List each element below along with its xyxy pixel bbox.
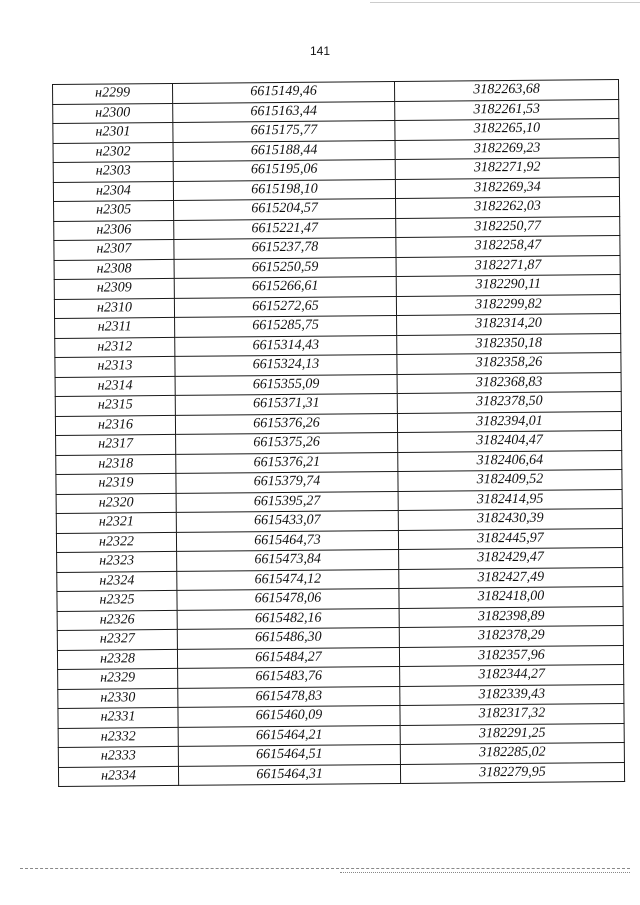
point-id-cell: н2322 xyxy=(56,532,176,553)
x-coordinate-cell: 6615266,61 xyxy=(174,277,396,298)
x-coordinate-cell: 6615324,13 xyxy=(175,355,397,376)
y-coordinate-cell: 3182271,87 xyxy=(396,255,620,276)
y-coordinate-cell: 3182344,27 xyxy=(400,665,624,686)
x-coordinate-cell: 6615474,12 xyxy=(177,569,399,590)
x-coordinate-cell: 6615486,30 xyxy=(177,627,399,648)
point-id-cell: н2309 xyxy=(54,278,174,299)
point-id-cell: н2302 xyxy=(53,142,173,163)
point-id-cell: н2301 xyxy=(53,122,173,143)
point-id-cell: н2306 xyxy=(54,220,174,241)
y-coordinate-cell: 3182258,47 xyxy=(396,236,620,257)
x-coordinate-cell: 6615375,26 xyxy=(176,432,398,453)
point-id-cell: н2317 xyxy=(56,434,176,455)
x-coordinate-cell: 6615163,44 xyxy=(173,101,395,122)
y-coordinate-cell: 3182299,82 xyxy=(396,294,620,315)
y-coordinate-cell: 3182339,43 xyxy=(400,684,624,705)
point-id-cell: н2319 xyxy=(56,473,176,494)
x-coordinate-cell: 6615433,07 xyxy=(176,510,398,531)
x-coordinate-cell: 6615478,83 xyxy=(178,686,400,707)
y-coordinate-cell: 3182250,77 xyxy=(396,216,620,237)
point-id-cell: н2304 xyxy=(53,181,173,202)
x-coordinate-cell: 6615272,65 xyxy=(174,296,396,317)
x-coordinate-cell: 6615198,10 xyxy=(173,179,395,200)
y-coordinate-cell: 3182314,20 xyxy=(397,314,621,335)
y-coordinate-cell: 3182427,49 xyxy=(399,567,623,588)
x-coordinate-cell: 6615376,21 xyxy=(176,452,398,473)
point-id-cell: н2318 xyxy=(56,454,176,475)
y-coordinate-cell: 3182394,01 xyxy=(397,411,621,432)
x-coordinate-cell: 6615464,51 xyxy=(178,744,400,765)
point-id-cell: н2320 xyxy=(56,493,176,514)
y-coordinate-cell: 3182262,03 xyxy=(396,197,620,218)
x-coordinate-cell: 6615221,47 xyxy=(174,218,396,239)
y-coordinate-cell: 3182409,52 xyxy=(398,470,622,491)
footer-scan-line-dotted xyxy=(340,872,630,873)
x-coordinate-cell: 6615473,84 xyxy=(177,549,399,570)
point-id-cell: н2331 xyxy=(58,707,178,728)
point-id-cell: н2312 xyxy=(55,337,175,358)
y-coordinate-cell: 3182406,64 xyxy=(398,450,622,471)
x-coordinate-cell: 6615464,73 xyxy=(176,530,398,551)
x-coordinate-cell: 6615314,43 xyxy=(175,335,397,356)
point-id-cell: н2321 xyxy=(56,512,176,533)
x-coordinate-cell: 6615483,76 xyxy=(178,666,400,687)
point-id-cell: н2316 xyxy=(55,415,175,436)
x-coordinate-cell: 6615484,27 xyxy=(177,647,399,668)
y-coordinate-cell: 3182269,34 xyxy=(395,177,619,198)
x-coordinate-cell: 6615175,77 xyxy=(173,121,395,142)
point-id-cell: н2315 xyxy=(55,395,175,416)
point-id-cell: н2327 xyxy=(57,629,177,650)
point-id-cell: н2323 xyxy=(57,551,177,572)
y-coordinate-cell: 3182414,95 xyxy=(398,489,622,510)
y-coordinate-cell: 3182429,47 xyxy=(399,548,623,569)
coordinates-table-body xyxy=(53,80,625,787)
scan-edge-line xyxy=(370,2,640,3)
point-id-cell: н2333 xyxy=(58,746,178,767)
point-id-cell: н2334 xyxy=(58,766,178,787)
point-id-cell: н2332 xyxy=(58,727,178,748)
y-coordinate-cell: 3182378,29 xyxy=(399,626,623,647)
y-coordinate-cell: 3182285,02 xyxy=(400,743,624,764)
x-coordinate-cell: 6615478,06 xyxy=(177,588,399,609)
y-coordinate-cell: 3182378,50 xyxy=(397,392,621,413)
table-row xyxy=(58,762,624,786)
x-coordinate-cell: 6615195,06 xyxy=(173,160,395,181)
point-id-cell: н2328 xyxy=(57,649,177,670)
y-coordinate-cell: 3182357,96 xyxy=(399,645,623,666)
point-id-cell: н2324 xyxy=(57,571,177,592)
y-coordinate-cell: 3182418,00 xyxy=(399,587,623,608)
point-id-cell: н2300 xyxy=(53,103,173,124)
x-coordinate-cell: 6615379,74 xyxy=(176,471,398,492)
point-id-cell: н2299 xyxy=(53,83,173,104)
y-coordinate-cell: 3182291,25 xyxy=(400,723,624,744)
x-coordinate-cell: 6615250,59 xyxy=(174,257,396,278)
x-coordinate-cell: 6615355,09 xyxy=(175,374,397,395)
x-coordinate-cell: 6615237,78 xyxy=(174,238,396,259)
y-coordinate-cell: 3182368,83 xyxy=(397,372,621,393)
y-coordinate-cell: 3182271,92 xyxy=(395,158,619,179)
y-coordinate-cell: 3182279,95 xyxy=(400,762,624,783)
y-coordinate-cell: 3182398,89 xyxy=(399,606,623,627)
x-coordinate-cell: 6615395,27 xyxy=(176,491,398,512)
x-coordinate-cell: 6615464,21 xyxy=(178,725,400,746)
y-coordinate-cell: 3182317,32 xyxy=(400,704,624,725)
y-coordinate-cell: 3182430,39 xyxy=(398,509,622,530)
point-id-cell: н2330 xyxy=(58,688,178,709)
point-id-cell: н2311 xyxy=(55,317,175,338)
x-coordinate-cell: 6615464,31 xyxy=(178,764,400,785)
page-number: 141 xyxy=(309,44,331,58)
point-id-cell: н2310 xyxy=(54,298,174,319)
x-coordinate-cell: 6615371,31 xyxy=(175,393,397,414)
y-coordinate-cell: 3182261,53 xyxy=(395,99,619,120)
point-id-cell: н2325 xyxy=(57,590,177,611)
x-coordinate-cell: 6615482,16 xyxy=(177,608,399,629)
point-id-cell: н2329 xyxy=(58,668,178,689)
y-coordinate-cell: 3182263,68 xyxy=(394,80,618,101)
x-coordinate-cell: 6615149,46 xyxy=(172,82,394,103)
y-coordinate-cell: 3182269,23 xyxy=(395,138,619,159)
point-id-cell: н2313 xyxy=(55,356,175,377)
point-id-cell: н2303 xyxy=(53,161,173,182)
y-coordinate-cell: 3182350,18 xyxy=(397,333,621,354)
x-coordinate-cell: 6615188,44 xyxy=(173,140,395,161)
x-coordinate-cell: 6615204,57 xyxy=(174,199,396,220)
x-coordinate-cell: 6615460,09 xyxy=(178,705,400,726)
y-coordinate-cell: 3182358,26 xyxy=(397,353,621,374)
x-coordinate-cell: 6615285,75 xyxy=(175,316,397,337)
y-coordinate-cell: 3182445,97 xyxy=(398,528,622,549)
point-id-cell: н2314 xyxy=(55,376,175,397)
point-id-cell: н2305 xyxy=(54,200,174,221)
y-coordinate-cell: 3182290,11 xyxy=(396,275,620,296)
y-coordinate-cell: 3182265,10 xyxy=(395,119,619,140)
footer-scan-line xyxy=(20,868,630,869)
point-id-cell: н2308 xyxy=(54,259,174,280)
x-coordinate-cell: 6615376,26 xyxy=(175,413,397,434)
y-coordinate-cell: 3182404,47 xyxy=(398,431,622,452)
coordinates-table xyxy=(52,79,625,787)
point-id-cell: н2307 xyxy=(54,239,174,260)
point-id-cell: н2326 xyxy=(57,610,177,631)
